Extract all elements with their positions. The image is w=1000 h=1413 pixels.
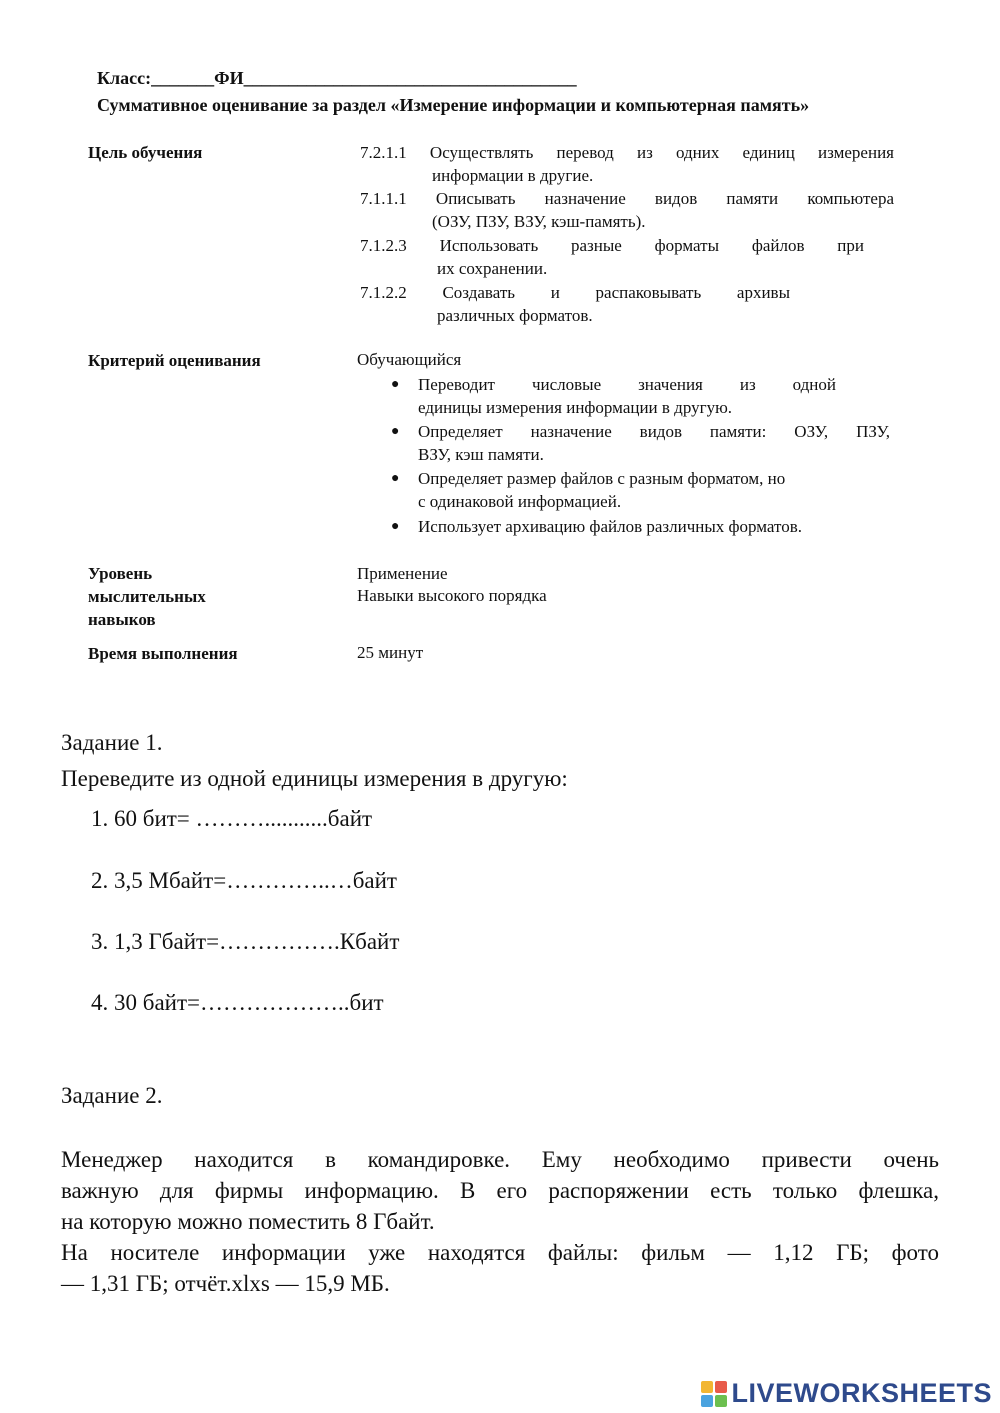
criteria-item-1: ● Переводит числовые значения из одной: [391, 375, 836, 394]
bullet-icon: ●: [391, 519, 400, 534]
task1-item-4: 4. 30 байт=………………..бит: [91, 990, 384, 1015]
goal-item-4: 7.1.2.2 Создавать и распаковывать архивы: [360, 283, 790, 302]
task2-line-3: на которую можно поместить 8 Гбайт.: [61, 1209, 435, 1234]
criteria-item-2-cont: ВЗУ, кэш памяти.: [418, 445, 544, 464]
criteria-item-2: ● Определяет назначение видов памяти: ОЗУ, ПЗУ,: [391, 422, 890, 441]
goal-item-3: 7.1.2.3 Использовать разные форматы файлов при: [360, 236, 864, 255]
task1-item-2: 2. 3,5 Мбайт=…………..…байт: [91, 868, 397, 893]
goal-item-1: 7.2.1.1 Осуществлять перевод из одних единиц измерения: [360, 143, 894, 162]
criteria-item-4: ● Использует архивацию файлов различных форматов.: [391, 517, 802, 536]
task1-instruction: Переведите из одной единицы измерения в другую:: [61, 766, 568, 791]
level-label-2: мыслительных: [88, 587, 206, 606]
task1-item-3: 3. 1,3 Гбайт=…………….Кбайт: [91, 929, 400, 954]
criteria-item-3: ● Определяет размер файлов с разным форматом, но: [391, 469, 786, 488]
bullet-icon: ●: [391, 424, 400, 439]
goal-item-1-cont: информации в другие.: [432, 166, 594, 185]
level-label-1: Уровень: [88, 564, 153, 583]
class-name-line: Класс:_______ФИ_____________________________________: [97, 68, 577, 88]
criteria-intro: Обучающийся: [357, 350, 462, 369]
liveworksheets-icon: [701, 1381, 727, 1407]
liveworksheets-wordmark: LIVEWORKSHEETS: [731, 1378, 992, 1408]
task2-line-4: На носителе информации уже находятся файлы: фильм — 1,12 ГБ; фото: [61, 1240, 939, 1265]
task2-line-2: важную для фирмы информацию. В его распоряжении есть только флешка,: [61, 1178, 939, 1203]
level-value-1: Применение: [357, 564, 448, 583]
task2-title: Задание 2.: [61, 1083, 163, 1108]
goal-item-2: 7.1.1.1 Описывать назначение видов памяти компьютера: [360, 189, 894, 208]
goal-item-2-cont: (ОЗУ, ПЗУ, ВЗУ, кэш-память).: [432, 212, 646, 231]
level-label-3: навыков: [88, 610, 156, 629]
task2-line-1: Менеджер находится в командировке. Ему необходимо привести очень: [61, 1147, 939, 1172]
time-label: Время выполнения: [88, 644, 238, 663]
level-value-2: Навыки высокого порядка: [357, 586, 547, 605]
goal-item-4-cont: различных форматов.: [437, 306, 593, 325]
bullet-icon: ●: [391, 377, 400, 392]
task1-item-1: 1. 60 бит= ………...........байт: [91, 806, 373, 831]
task1-title: Задание 1.: [61, 730, 163, 755]
assessment-title: Суммативное оценивание за раздел «Измерение информации и компьютерная память»: [97, 95, 810, 115]
criteria-item-3-cont: с одинаковой информацией.: [418, 492, 622, 511]
criteria-label: Критерий оценивания: [88, 351, 261, 370]
task2-line-5: — 1,31 ГБ; отчёт.xlxs — 15,9 МБ.: [61, 1271, 390, 1296]
bullet-icon: ●: [391, 471, 400, 486]
goal-item-3-cont: их сохранении.: [437, 259, 548, 278]
criteria-item-1-cont: единицы измерения информации в другую.: [418, 398, 733, 417]
goal-label: Цель обучения: [88, 143, 203, 162]
liveworksheets-logo: [701, 1378, 992, 1409]
time-value: 25 минут: [357, 643, 424, 662]
